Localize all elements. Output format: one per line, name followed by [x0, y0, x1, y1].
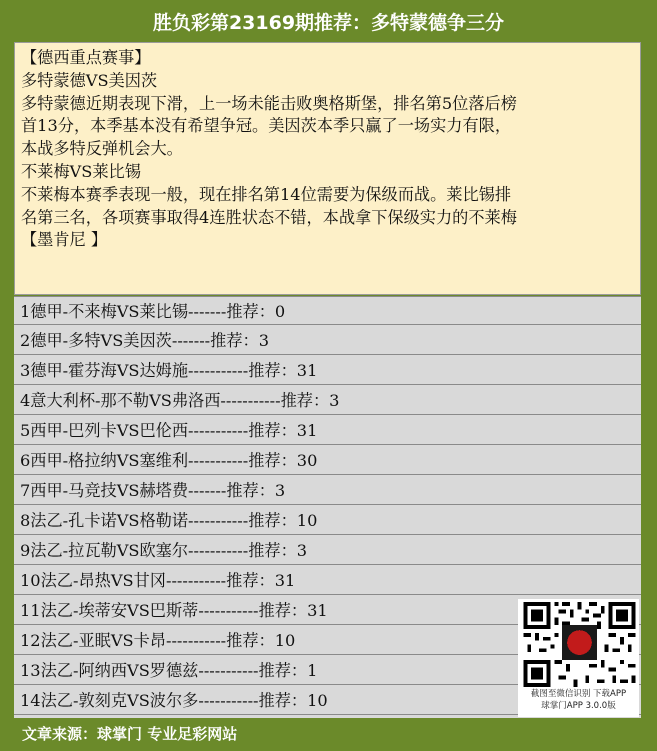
match-row: 5西甲-巴列卡VS巴伦西-----------推荐：31 — [14, 416, 641, 445]
intro-line: 多特蒙德VS美因茨 — [21, 70, 158, 90]
source-footer — [22, 720, 237, 748]
match-row: 13法乙-阿纳西VS罗德兹-----------推荐：1 — [14, 656, 641, 685]
match-row: 4意大利杯-那不勒VS弗洛西-----------推荐：3 — [14, 386, 641, 415]
qr-caption-download: 截图至微信识别 下载APP — [530, 689, 627, 699]
match-row: 14法乙-敦刻克VS波尔多-----------推荐：10 — [14, 686, 641, 715]
qr-code-panel — [518, 599, 639, 717]
match-row: 1德甲-不来梅VS莱比锡-------推荐：0 — [14, 296, 641, 325]
match-row: 9法乙-拉瓦勒VS欧塞尔-----------推荐：3 — [14, 536, 641, 565]
match-row: 11法乙-埃蒂安VS巴斯蒂-----------推荐：31 — [14, 596, 641, 625]
intro-line: 不莱梅VS莱比锡 — [21, 161, 141, 181]
page-title-text: 胜负彩第23169期推荐：多特蒙德争三分 — [152, 11, 505, 34]
qr-caption-version: 球掌门APP 3.0.0版 — [541, 701, 616, 711]
intro-panel — [14, 42, 641, 295]
match-row: 12法乙-亚眠VS卡昂-----------推荐：10 — [14, 626, 641, 655]
page-title — [0, 0, 657, 42]
intro-line: 名第三名，各项赛事取得4连胜状态不错，本战拿下保级实力的不莱梅 — [21, 207, 517, 227]
match-row: 3德甲-霍芬海VS达姆施-----------推荐：31 — [14, 356, 641, 385]
intro-line: 多特蒙德近期表现下滑，上一场未能击败奥格斯堡，排名第5位落后榜 — [21, 93, 517, 113]
intro-line: 首13分，本季基本没有希望争冠。美因茨本季只赢了一场实力有限， — [21, 116, 512, 136]
match-row: 2德甲-多特VS美因茨-------推荐：3 — [14, 326, 641, 355]
match-row: 8法乙-孔卡诺VS格勒诺-----------推荐：10 — [14, 506, 641, 535]
intro-line: 本战多特反弹机会大。 — [21, 139, 183, 159]
intro-line: 【德西重点赛事】 — [21, 48, 151, 67]
qr-code-icon — [523, 602, 636, 687]
source-text: 文章来源：球掌门 专业足彩网站 — [22, 725, 238, 743]
intro-line: 【墨肯尼 】 — [21, 230, 108, 250]
intro-line: 不莱梅本赛季表现一般，现在排名第14位需要为保级而战。莱比锡排 — [21, 184, 512, 204]
match-row: 6西甲-格拉纳VS塞维利-----------推荐：30 — [14, 446, 641, 475]
match-row: 7西甲-马竞技VS赫塔费-------推荐：3 — [14, 476, 641, 505]
match-row: 10法乙-昂热VS甘冈-----------推荐：31 — [14, 566, 641, 595]
